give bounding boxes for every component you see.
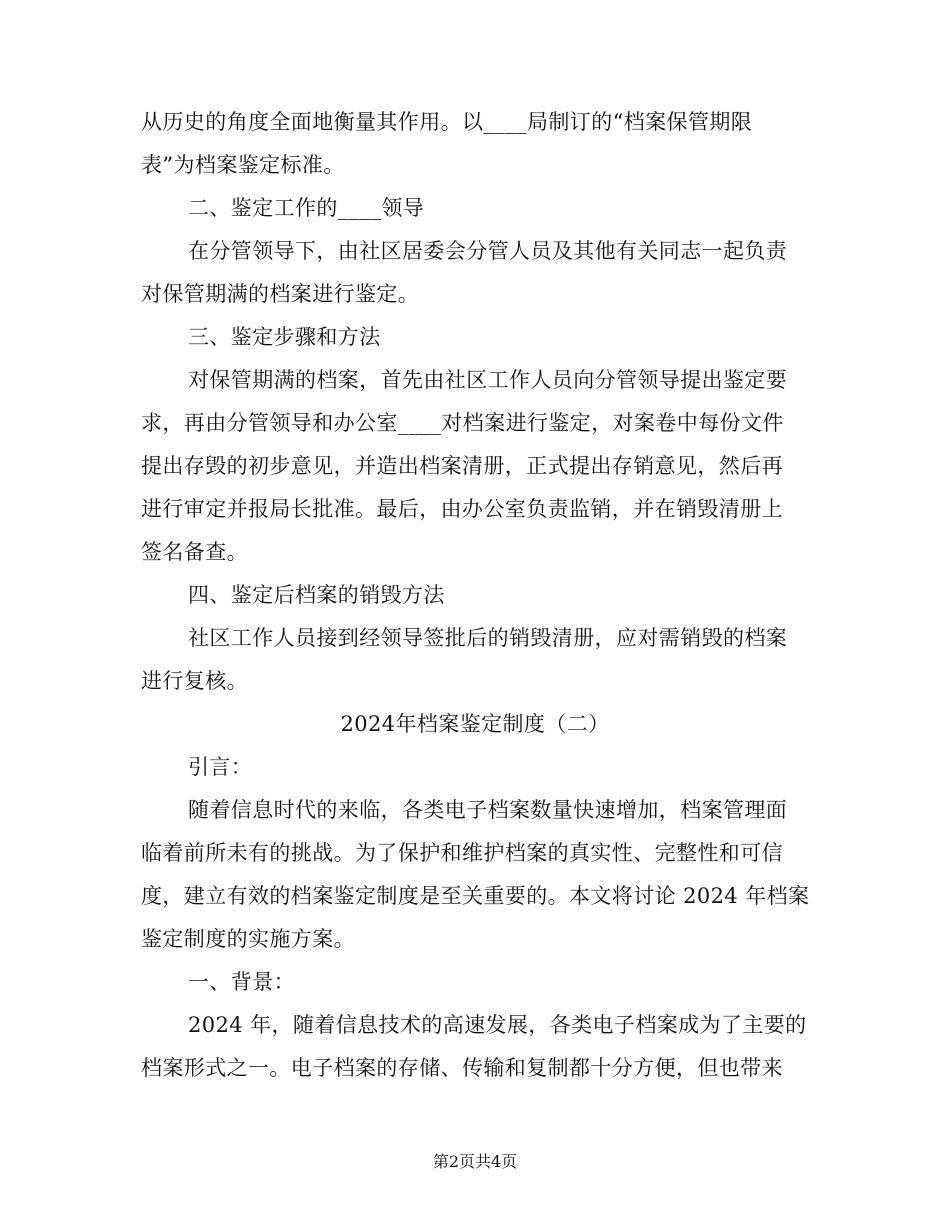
paragraph-line: 进行审定并报局长批准。最后，由办公室负责监销，并在销毁清册上 xyxy=(141,497,783,521)
paragraph-line: 对保管期满的档案进行鉴定。 xyxy=(141,282,420,306)
section-heading: 三、鉴定步骤和方法 xyxy=(188,325,381,349)
page-number-footer: 第2页共4页 xyxy=(432,1152,518,1171)
section-title: 2024年档案鉴定制度（二） xyxy=(340,712,610,736)
paragraph-line: 对保管期满的档案，首先由社区工作人员向分管领导提出鉴定要 xyxy=(188,368,788,392)
paragraph-line: 进行复核。 xyxy=(141,669,248,693)
paragraph-line: 签名备查。 xyxy=(141,540,248,564)
paragraph-line: 度，建立有效的档案鉴定制度是至关重要的。本文将讨论 2024 年档案 xyxy=(141,884,810,908)
paragraph-line: 临着前所未有的挑战。为了保护和维护档案的真实性、完整性和可信 xyxy=(141,841,783,865)
section-heading: 四、鉴定后档案的销毁方法 xyxy=(188,583,445,607)
paragraph-line: 随着信息时代的来临，各类电子档案数量快速增加，档案管理面 xyxy=(188,798,788,822)
paragraph-line: 求，再由分管领导和办公室____对档案进行鉴定，对案卷中每份文件 xyxy=(141,411,784,435)
paragraph-line: 在分管领导下，由社区居委会分管人员及其他有关同志一起负责 xyxy=(188,239,788,263)
paragraph-line: 从历史的角度全面地衡量其作用。以____局制订的“档案保管期限 xyxy=(141,110,753,134)
paragraph-line: 提出存毁的初步意见，并造出档案清册，正式提出存销意见，然后再 xyxy=(141,454,783,478)
paragraph-line: 引言： xyxy=(188,755,253,779)
paragraph-line: 鉴定制度的实施方案。 xyxy=(141,927,355,951)
section-heading: 一、背景： xyxy=(188,970,295,994)
paragraph-line: 表”为档案鉴定标准。 xyxy=(141,153,345,177)
paragraph-line: 档案形式之一。电子档案的存储、传输和复制都十分方便，但也带来 xyxy=(141,1056,783,1080)
paragraph-line: 2024 年，随着信息技术的高速发展，各类电子档案成为了主要的 xyxy=(188,1013,807,1037)
section-heading: 二、鉴定工作的____领导 xyxy=(188,196,425,220)
paragraph-line: 社区工作人员接到经领导签批后的销毁清册，应对需销毁的档案 xyxy=(188,626,788,650)
